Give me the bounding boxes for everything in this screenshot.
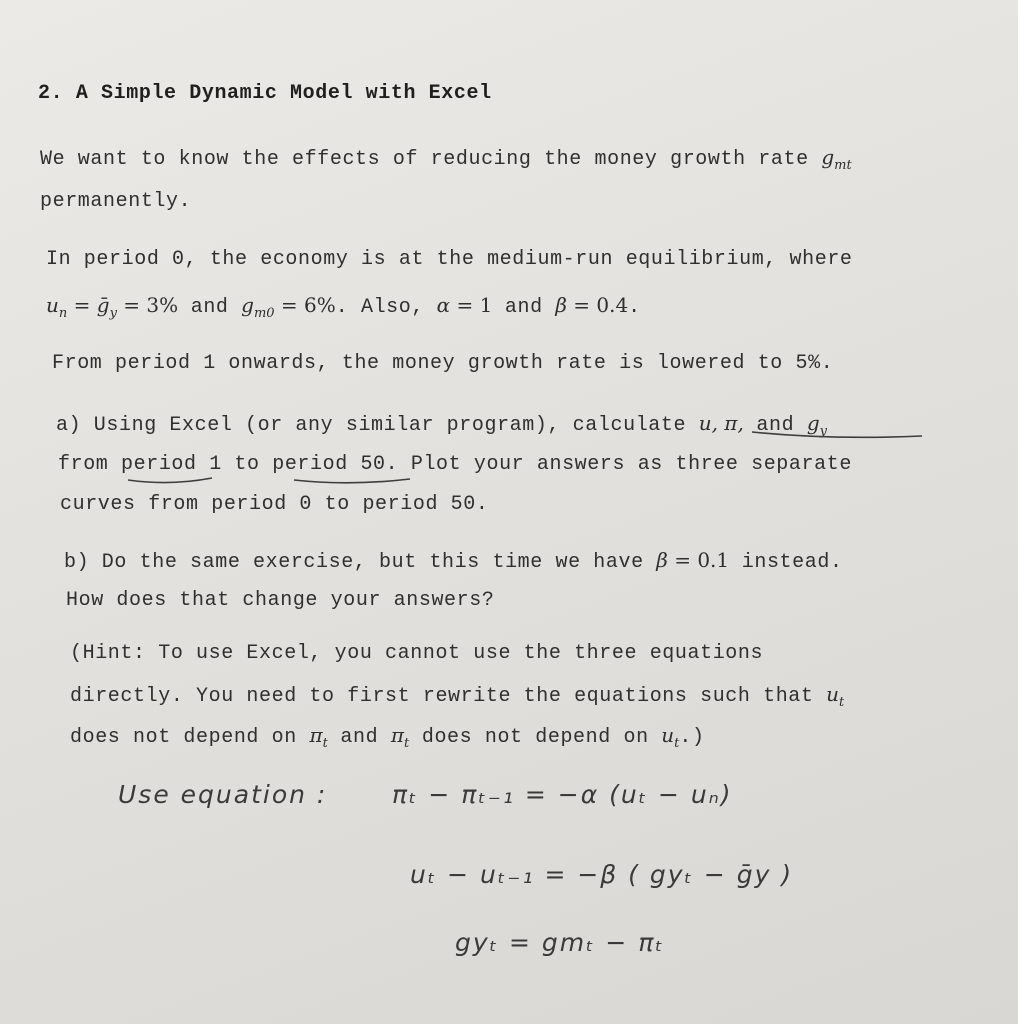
period0-line-1: In period 0, the economy is at the medium-run equilibrium, where (46, 248, 853, 271)
symbol-beta: β (555, 293, 567, 317)
part-b-line-2: How does that change your answers? (66, 589, 495, 612)
symbol-pit: $\pi_t$ (309, 723, 328, 751)
intro-text: We want to know the effects of reducing the money growth rate (40, 148, 809, 171)
part-a-line-2: from period 1 to period 50. Plot your answers as three separate (58, 453, 852, 476)
handwritten-equation-3: gyₜ = gmₜ − πₜ (455, 928, 665, 957)
symbol-gy-bar: ḡ$_y$ (96, 293, 117, 321)
symbol-ut: $u_t$ (826, 682, 845, 710)
part-a-line-3: curves from period 0 to period 50. (60, 493, 489, 516)
period0-line-2: $u_n$ = ḡ$_y$ = 3% and $g_{m0} = 6\%$. Also, α = 1 and β = 0.4. (46, 293, 641, 321)
intro-line-2: permanently. (40, 190, 192, 213)
symbol-gm0: $g_{m0}$ (241, 293, 275, 321)
handwritten-equation-2: uₜ − uₜ₋₁ = −β ( gyₜ − ḡy ) (410, 860, 794, 889)
question-number: 2. (38, 82, 64, 105)
symbol-un: $u_n$ (46, 293, 68, 321)
underline-period-1 (128, 478, 212, 483)
part-b-line-1: b) Do the same exercise, but this time we have β = 0.1 instead. (64, 548, 843, 574)
hint-line-3: does not depend on $\pi_t$ and $\pi_t$ does not depend on $u_t$.) (70, 723, 705, 751)
symbol-beta-b: β (656, 548, 668, 572)
hint-line-1: (Hint: To use Excel, you cannot use the three equations (70, 642, 764, 665)
symbol-alpha: α (436, 293, 451, 317)
handwritten-label: Use equation : (118, 780, 328, 809)
hint-line-2: directly. You need to first rewrite the equations such that $u_t$ (70, 682, 845, 710)
handwritten-equation-1: πₜ − πₜ₋₁ = −α (uₜ − uₙ) (392, 780, 733, 809)
question-title: A Simple Dynamic Model with Excel (75, 82, 492, 105)
symbol-gmt: $g_{mt}$ (821, 145, 852, 173)
symbol-gy: $g_y$ (806, 411, 827, 439)
intro-line-1 (40, 145, 852, 173)
part-a-line-1: a) Using Excel (or any similar program), calculate u, π, and $g_y$ (56, 411, 827, 439)
period1-line: From period 1 onwards, the money growth rate is lowered to 5%. (52, 352, 834, 375)
question-heading (38, 82, 492, 105)
symbol-pit-2: $\pi_t$ (390, 723, 410, 751)
symbol-u-pi: u, π, (698, 411, 744, 435)
underline-period-50 (294, 479, 410, 483)
symbol-ut-2: $u_t$ (661, 723, 680, 751)
